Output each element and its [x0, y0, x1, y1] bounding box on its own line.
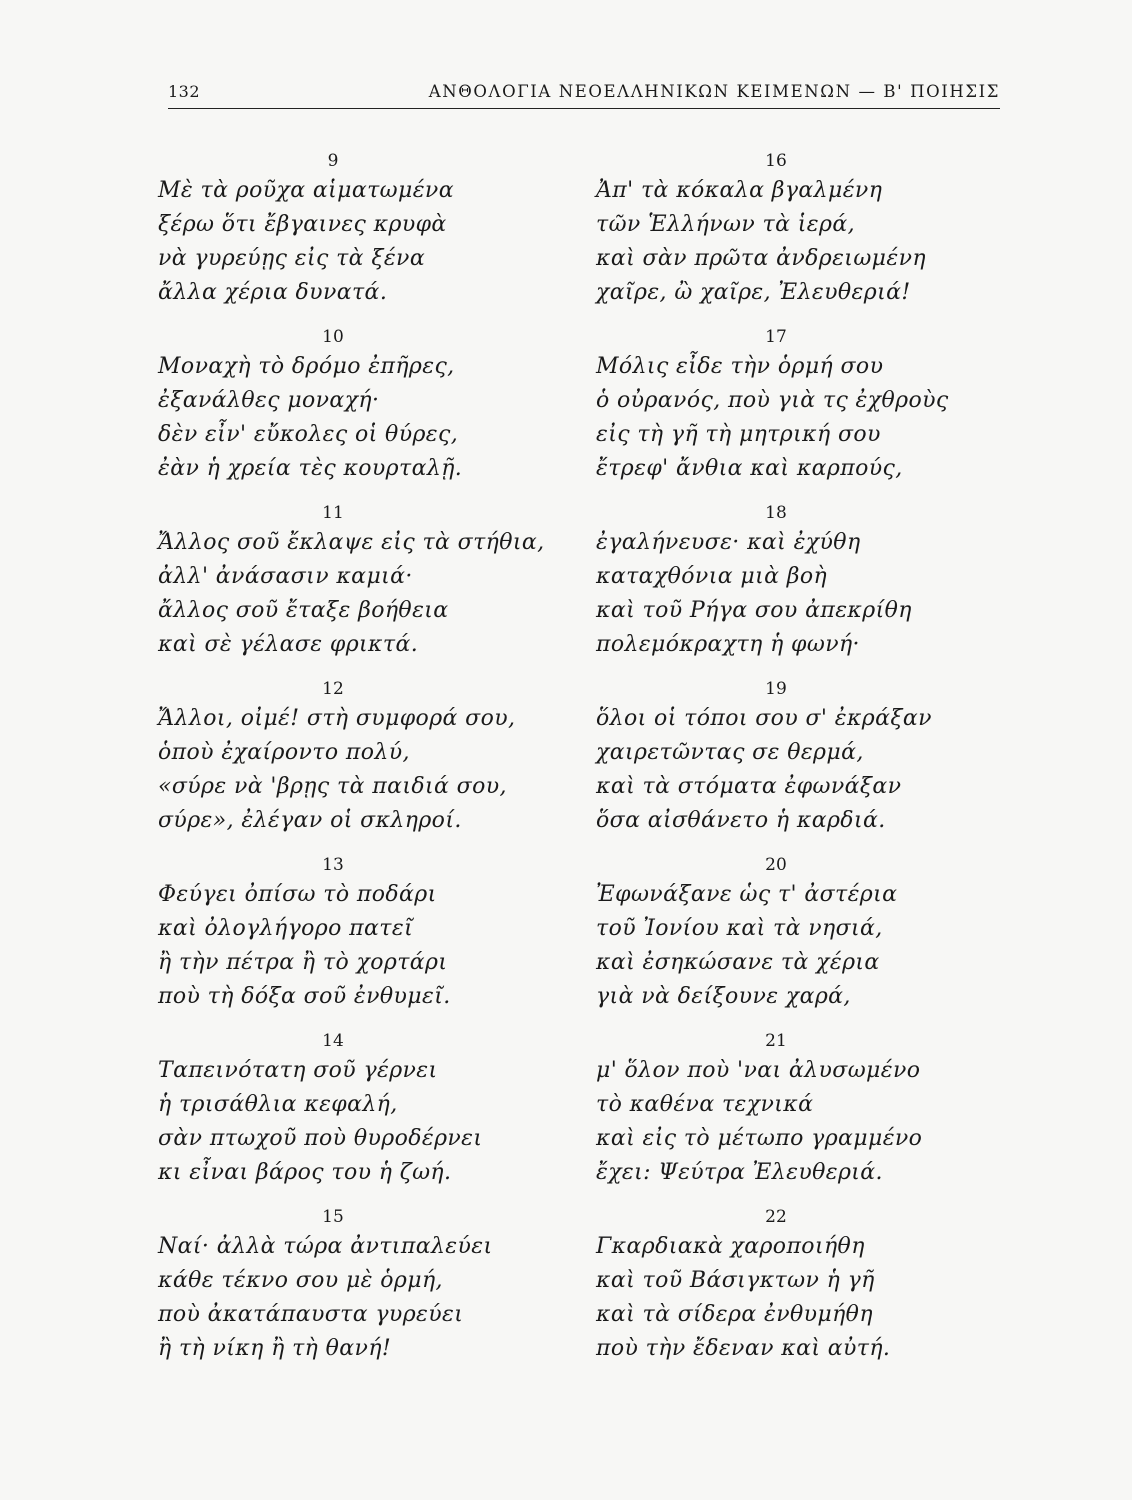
- stanza: [158, 1204, 548, 1380]
- verse-line: ὅλοι οἱ τόποι σου σ' ἐκράξαν: [596, 706, 932, 731]
- verse-line: ὁποὺ ἐχαίροντο πολύ,: [158, 740, 410, 765]
- stanza: [596, 676, 996, 852]
- verse-line: σὰν πτωχοῦ ποὺ θυροδέρνει: [158, 1126, 483, 1151]
- verse-line: ὁ οὐρανός, ποὺ γιὰ τς ἐχθροὺς: [596, 388, 949, 413]
- verse-line: Μὲ τὰ ροῦχα αἱματωμένα: [158, 178, 454, 203]
- verse-line: ἔτρεφ' ἄνθια καὶ καρπούς,: [596, 456, 903, 481]
- stanza-number: 12: [322, 679, 344, 699]
- verse-line: καὶ ὀλογλήγορο πατεῖ: [158, 916, 414, 941]
- verse-line: Μοναχὴ τὸ δρόμο ἐπῆρες,: [158, 354, 455, 379]
- verse-line: ποὺ ἀκατάπαυστα γυρεύει: [158, 1302, 464, 1327]
- verse-line: ἐὰν ἡ χρεία τὲς κουρταλῇ.: [158, 456, 463, 481]
- verse-line: δὲν εἶν' εὔκολες οἱ θύρες,: [158, 422, 459, 447]
- verse-line: καταχθόνια μιὰ βοὴ: [596, 564, 828, 589]
- stanza-number: 20: [765, 855, 787, 875]
- stanza: [158, 500, 548, 676]
- verse-line: ἐξανάλθες μοναχή·: [158, 388, 380, 413]
- verse-line: χαῖρε, ὢ χαῖρε, Ἐλευθεριά!: [596, 280, 911, 305]
- verse-line: κι εἶναι βάρος του ἡ ζωή.: [158, 1160, 452, 1185]
- verse-line: ἀλλ' ἀνάσασιν καμιά·: [158, 564, 413, 589]
- right-column: [596, 148, 996, 1380]
- stanza-number: 16: [765, 151, 787, 171]
- stanza: [596, 148, 996, 324]
- stanza: [158, 148, 548, 324]
- stanza-number: 17: [765, 327, 787, 347]
- verse-line: Ἄλλος σοῦ ἔκλαψε εἰς τὰ στήθια,: [158, 530, 545, 555]
- verse-line: Ἐφωνάξανε ὡς τ' ἀστέρια: [596, 882, 898, 907]
- verse-line: τοῦ Ἰονίου καὶ τὰ νησιά,: [596, 916, 883, 941]
- stanza-number: 9: [327, 151, 339, 171]
- verse-line: Ἀπ' τὰ κόκαλα βγαλμένη: [596, 178, 883, 203]
- stanza-number: 11: [322, 503, 344, 523]
- stanza-number: 19: [765, 679, 787, 699]
- stanza: [596, 1204, 996, 1380]
- verse-line: καὶ σὲ γέλασε φρικτά.: [158, 632, 419, 657]
- left-column: [158, 148, 548, 1380]
- stanza-number: 22: [765, 1207, 787, 1227]
- verse-line: πολεμόκραχτη ἡ φωνή·: [596, 632, 860, 657]
- page-header: [168, 82, 1000, 109]
- verse-line: ποὺ τὴν ἔδεναν καὶ αὐτή.: [596, 1336, 891, 1361]
- verse-line: καὶ τὰ σίδερα ἐνθυμήθη: [596, 1302, 873, 1327]
- stanza: [158, 324, 548, 500]
- verse-line: νὰ γυρεύῃς εἰς τὰ ξένα: [158, 246, 426, 271]
- verse-line: εἰς τὴ γῆ τὴ μητρική σου: [596, 422, 881, 447]
- verse-line: χαιρετῶντας σε θερμά,: [596, 740, 864, 765]
- verse-line: ἐγαλήνευσε· καὶ ἐχύθη: [596, 530, 861, 555]
- running-title: ΑΝΘΟΛΟΓΙΑ ΝΕΟΕΛΛΗΝΙΚΩΝ ΚΕΙΜΕΝΩΝ — Β' ΠΟΙΗΣΙΣ: [428, 82, 1000, 101]
- stanza-number: 14: [322, 1031, 344, 1051]
- stanza-number: 13: [322, 855, 344, 875]
- stanza-number: 21: [765, 1031, 787, 1051]
- stanza: [158, 852, 548, 1028]
- verse-line: ἢ τὴ νίκη ἢ τὴ θανή!: [158, 1336, 392, 1361]
- stanza: [158, 1028, 548, 1204]
- verse-line: ἄλλος σοῦ ἔταξε βοήθεια: [158, 598, 449, 623]
- verse-line: τῶν Ἑλλήνων τὰ ἱερά,: [596, 212, 855, 237]
- verse-line: καὶ σὰν πρῶτα ἀνδρειωμένη: [596, 246, 926, 271]
- verse-line: καὶ εἰς τὸ μέτωπο γραμμένο: [596, 1126, 923, 1151]
- stanza: [596, 1028, 996, 1204]
- verse-line: σύρε», ἐλέγαν οἱ σκληροί.: [158, 808, 462, 833]
- verse-line: ὅσα αἰσθάνετο ἡ καρδιά.: [596, 808, 886, 833]
- verse-line: ἢ τὴν πέτρα ἢ τὸ χορτάρι: [158, 950, 448, 975]
- verse-line: Γκαρδιακὰ χαροποιήθη: [596, 1234, 865, 1259]
- stanza: [596, 324, 996, 500]
- verse-line: καὶ τοῦ Ρήγα σου ἀπεκρίθη: [596, 598, 912, 623]
- verse-line: Φεύγει ὀπίσω τὸ ποδάρι: [158, 882, 437, 907]
- stanza: [596, 852, 996, 1028]
- verse-line: κάθε τέκνο σου μὲ ὁρμή,: [158, 1268, 443, 1293]
- verse-line: Ταπεινότατη σοῦ γέρνει: [158, 1058, 438, 1083]
- stanza-number: 18: [765, 503, 787, 523]
- verse-line: ξέρω ὅτι ἔβγαινες κρυφὰ: [158, 212, 447, 237]
- verse-line: Μόλις εἶδε τὴν ὁρμή σου: [596, 354, 884, 379]
- stanza-number: 10: [322, 327, 344, 347]
- page-number: 132: [168, 82, 201, 101]
- verse-line: καὶ τὰ στόματα ἐφωνάξαν: [596, 774, 902, 799]
- verse-line: καὶ τοῦ Βάσιγκτων ἡ γῆ: [596, 1268, 875, 1293]
- verse-line: τὸ καθένα τεχνικά: [596, 1092, 814, 1117]
- verse-line: γιὰ νὰ δείξουνε χαρά,: [596, 984, 851, 1009]
- stanza-number: 15: [322, 1207, 344, 1227]
- verse-line: καὶ ἐσηκώσανε τὰ χέρια: [596, 950, 880, 975]
- verse-line: ἡ τρισάθλια κεφαλή,: [158, 1092, 398, 1117]
- verse-line: Ναί· ἀλλὰ τώρα ἀντιπαλεύει: [158, 1234, 493, 1259]
- verse-line: μ' ὅλον ποὺ 'ναι ἀλυσωμένο: [596, 1058, 921, 1083]
- verse-line: ποὺ τὴ δόξα σοῦ ἐνθυμεῖ.: [158, 984, 451, 1009]
- verse-line: «σύρε νὰ 'βρῃς τὰ παιδιά σου,: [158, 774, 507, 799]
- stanza: [158, 676, 548, 852]
- stanza: [596, 500, 996, 676]
- verse-line: Ἄλλοι, οἰμέ! στὴ συμφορά σου,: [158, 706, 516, 731]
- verse-line: ἄλλα χέρια δυνατά.: [158, 280, 388, 305]
- verse-line: ἔχει: Ψεύτρα Ἐλευθεριά.: [596, 1160, 883, 1185]
